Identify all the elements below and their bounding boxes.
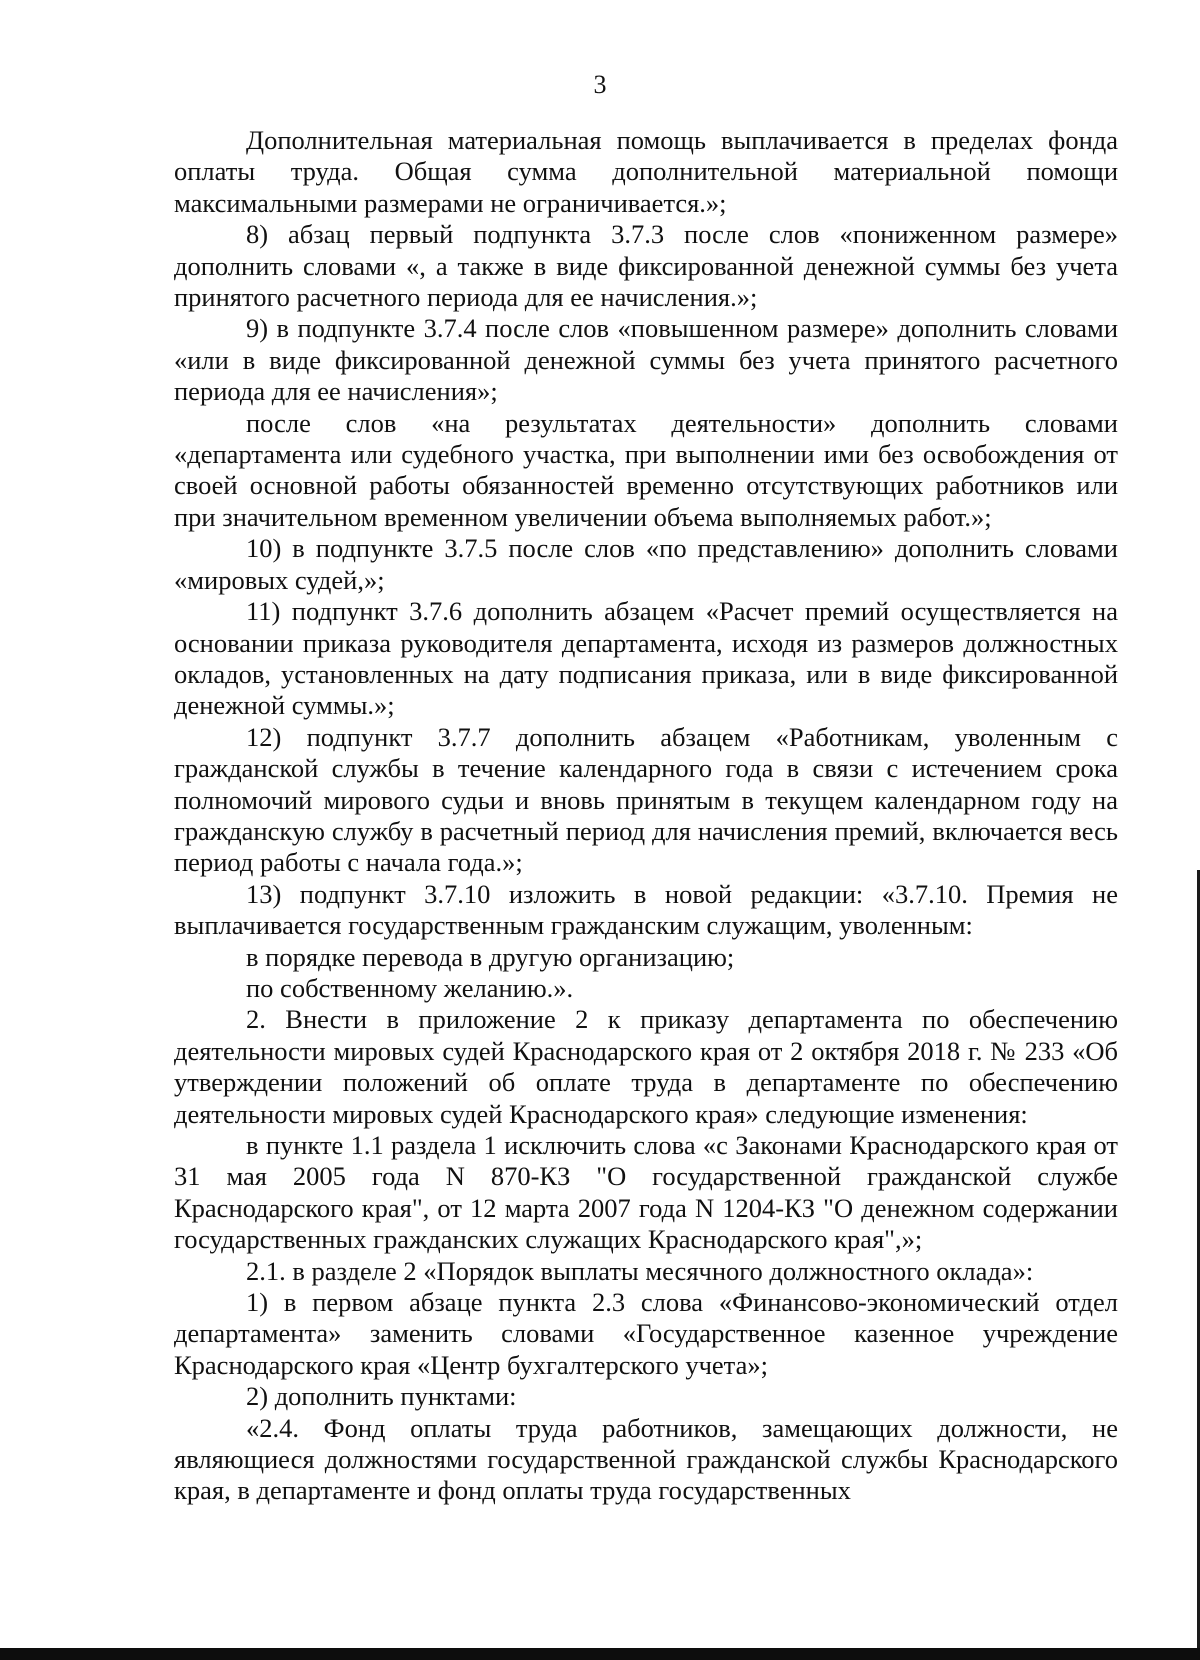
paragraph: 13) подпункт 3.7.10 изложить в новой редакции: «3.7.10. Премия не выплачивается государственным гражданским служащим, уволенным: <box>174 878 1118 941</box>
paragraph: по собственному желанию.». <box>246 972 574 1003</box>
scan-edge-bottom <box>0 1648 1200 1660</box>
paragraph: 11) подпункт 3.7.6 дополнить абзацем «Расчет премий осуществляется на основании приказа руководителя департамента, исходя из размеров должностных окладов, установленных на дату подписания приказа, или в виде фиксированной денежной суммы.»; <box>174 596 1118 721</box>
paragraph: Дополнительная материальная помощь выплачивается в пределах фонда оплаты труда. Общая сумма дополнительной материальной помощи максимальными размерами не ограничивается.»; <box>174 125 1118 218</box>
paragraph: 2) дополнить пунктами: <box>246 1381 517 1412</box>
paragraph: 2. Внести в приложение 2 к приказу департамента по обеспечению деятельности мировых судей Краснодарского края от 2 октября 2018 г. № 233 «Об утверждении положений об оплате труда в департаменте по обеспечению деятельности мировых судей Краснодарского края» следующие изменения: <box>174 1004 1118 1129</box>
document-body <box>174 125 1118 1507</box>
paragraph: 8) абзац первый подпункта 3.7.3 после слов «пониженном размере» дополнить словами «, а также в виде фиксированной денежной суммы без учета принятого расчетного периода для ее начисления.»; <box>174 219 1118 313</box>
paragraph: в пункте 1.1 раздела 1 исключить слова «с Законами Краснодарского края от 31 мая 2005 года N 870-КЗ "О государственной гражданской службе Краснодарского края", от 12 марта 2007 года N 1204-КЗ "О денежном содержании государственных гражданских служащих Краснодарского края",»; <box>174 1130 1118 1255</box>
paragraph: 12) подпункт 3.7.7 дополнить абзацем «Работникам, уволенным с гражданской службы в течение календарного года в связи с истечением срока полномочий мирового судьи и вновь принятым в текущем календарном году на гражданскую службу в расчетный период для начисления премий, включается весь период работы с начала года.»; <box>174 721 1118 878</box>
paragraph: после слов «на результатах деятельности» дополнить словами «департамента или судебного участка, при выполнении ими без освобождения от своей основной работы обязанностей временно отсутствующих работников или при значительном временном увеличении объема выполняемых работ.»; <box>174 407 1118 532</box>
paragraph: 10) в подпункте 3.7.5 после слов «по представлению» дополнить словами «мировых судей,»; <box>174 533 1118 595</box>
page-number: 3 <box>593 70 607 99</box>
paragraph: «2.4. Фонд оплаты труда работников, замещающих должности, не являющиеся должностями государственной гражданской службы Краснодарского края, в департаменте и фонд оплаты труда государственных <box>174 1412 1118 1506</box>
paragraph: 9) в подпункте 3.7.4 после слов «повышенном размере» дополнить словами «или в виде фиксированной денежной суммы без учета принятого расчетного периода для ее начисления»; <box>174 313 1118 407</box>
paragraph: в порядке перевода в другую организацию; <box>246 941 735 972</box>
paragraph: 2.1. в разделе 2 «Порядок выплаты месячного должностного оклада»: <box>246 1255 1034 1286</box>
paragraph: 1) в первом абзаце пункта 2.3 слова «Финансово-экономический отдел департамента» заменить словами «Государственное казенное учреждение Краснодарского края «Центр бухгалтерского учета»; <box>174 1287 1118 1380</box>
